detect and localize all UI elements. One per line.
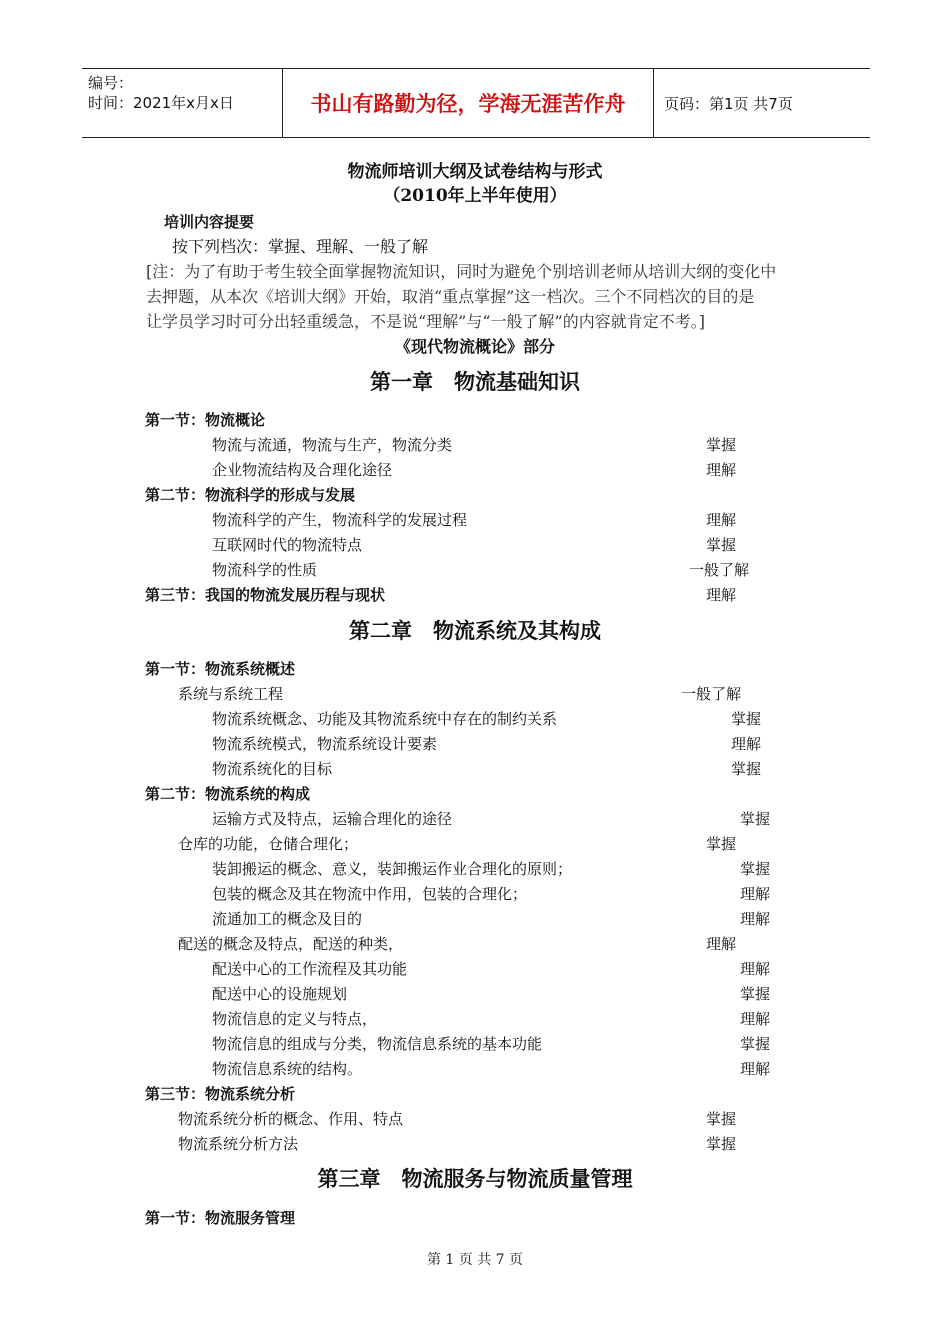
outline-item: 物流信息系统的结构。 (212, 1060, 363, 1078)
level-label: 掌握 (740, 810, 771, 828)
header-page-info: 页码：第1页 共7页 (664, 94, 793, 113)
section-title: 第一节：物流概论 (145, 411, 266, 429)
outline-item: 物流科学的性质 (212, 561, 318, 579)
number-label: 编号： (88, 74, 134, 92)
level-label: 理解 (740, 1060, 771, 1078)
part-title: 《现代物流概论》部分 (394, 337, 555, 356)
level-label: 理解 (706, 461, 737, 479)
level-label: 掌握 (706, 835, 737, 853)
section-title: 第三节：物流系统分析 (145, 1085, 296, 1103)
header-meta (88, 73, 234, 113)
level-label: 掌握 (706, 1135, 737, 1153)
outline-item: 配送中心的设施规划 (212, 985, 348, 1003)
level-label: 理解 (740, 1010, 771, 1028)
note-line: 让学员学习时可分出轻重缓急，不是说“理解”与“一般了解”的内容就肯定不考。] (146, 312, 705, 331)
level-label: 掌握 (740, 985, 771, 1003)
document-subtitle: （2010年上半年使用） (383, 186, 567, 206)
chapter-title: 第三章 物流服务与物流质量管理 (317, 1167, 633, 1191)
level-label: 掌握 (731, 710, 762, 728)
level-label: 掌握 (706, 536, 737, 554)
section-title: 第一节：物流系统概述 (145, 660, 296, 678)
outline-item: 流通加工的概念及目的 (212, 910, 363, 928)
outline-item: 系统与系统工程 (178, 685, 284, 703)
level-label: 掌握 (706, 436, 737, 454)
outline-item: 物流信息的组成与分类，物流信息系统的基本功能 (212, 1035, 543, 1053)
level-label: 理解 (740, 910, 771, 928)
note-line: 去押题，从本次《培训大纲》开始，取消“重点掌握”这一档次。三个不同档次的目的是 (146, 287, 755, 306)
section-heading: 培训内容提要 (164, 213, 255, 231)
outline-item: 物流系统化的目标 (212, 760, 333, 778)
outline-item: 物流与流通，物流与生产，物流分类 (212, 436, 453, 454)
outline-item: 包装的概念及其在物流中作用，包装的合理化； (212, 885, 528, 903)
level-label: 理解 (706, 935, 737, 953)
level-label: 一般了解 (681, 685, 742, 703)
outline-item: 仓库的功能，仓储合理化； (178, 835, 359, 853)
level-label: 理解 (740, 960, 771, 978)
level-label: 理解 (706, 586, 737, 604)
note-line: [注：为了有助于考生较全面掌握物流知识，同时为避免个别培训老师从培训大纲的变化中 (146, 262, 777, 281)
page-footer: 第 1 页 共 7 页 (426, 1252, 524, 1268)
document-title: 物流师培训大纲及试卷结构与形式 (347, 162, 603, 182)
outline-item: 运输方式及特点，运输合理化的途径 (212, 810, 453, 828)
levels-line: 按下列档次：掌握、理解、一般了解 (172, 237, 429, 256)
outline-item: 装卸搬运的概念、意义，装卸搬运作业合理化的原则； (212, 860, 573, 878)
outline-item: 物流科学的产生，物流科学的发展过程 (212, 511, 468, 529)
outline-item: 物流系统分析的概念、作用、特点 (178, 1110, 404, 1128)
level-label: 理解 (731, 735, 762, 753)
level-label: 掌握 (706, 1110, 737, 1128)
section-title: 第二节：物流科学的形成与发展 (145, 486, 356, 504)
outline-item: 物流系统分析方法 (178, 1135, 299, 1153)
outline-item: 配送中心的工作流程及其功能 (212, 960, 408, 978)
section-title: 第二节：物流系统的构成 (145, 785, 311, 803)
time-label: 时间：2021年x月x日 (88, 94, 234, 112)
section-title: 第三节：我国的物流发展历程与现状 (145, 586, 386, 604)
document-header (82, 68, 870, 138)
outline-item: 企业物流结构及合理化途径 (212, 461, 393, 479)
level-label: 理解 (740, 885, 771, 903)
outline-item: 互联网时代的物流特点 (212, 536, 363, 554)
header-motto: 书山有路勤为径，学海无涯苦作舟 (310, 92, 626, 116)
header-divider (653, 69, 654, 137)
level-label: 掌握 (740, 860, 771, 878)
chapter-title: 第二章 物流系统及其构成 (349, 619, 601, 643)
section-title: 第一节：物流服务管理 (145, 1209, 296, 1227)
level-label: 掌握 (740, 1035, 771, 1053)
chapter-title: 第一章 物流基础知识 (370, 370, 580, 394)
level-label: 一般了解 (689, 561, 750, 579)
outline-item: 配送的概念及特点，配送的种类， (178, 935, 404, 953)
level-label: 掌握 (731, 760, 762, 778)
outline-item: 物流信息的定义与特点， (212, 1010, 378, 1028)
outline-item: 物流系统概念、功能及其物流系统中存在的制约关系 (212, 710, 558, 728)
outline-item: 物流系统模式，物流系统设计要素 (212, 735, 438, 753)
level-label: 理解 (706, 511, 737, 529)
